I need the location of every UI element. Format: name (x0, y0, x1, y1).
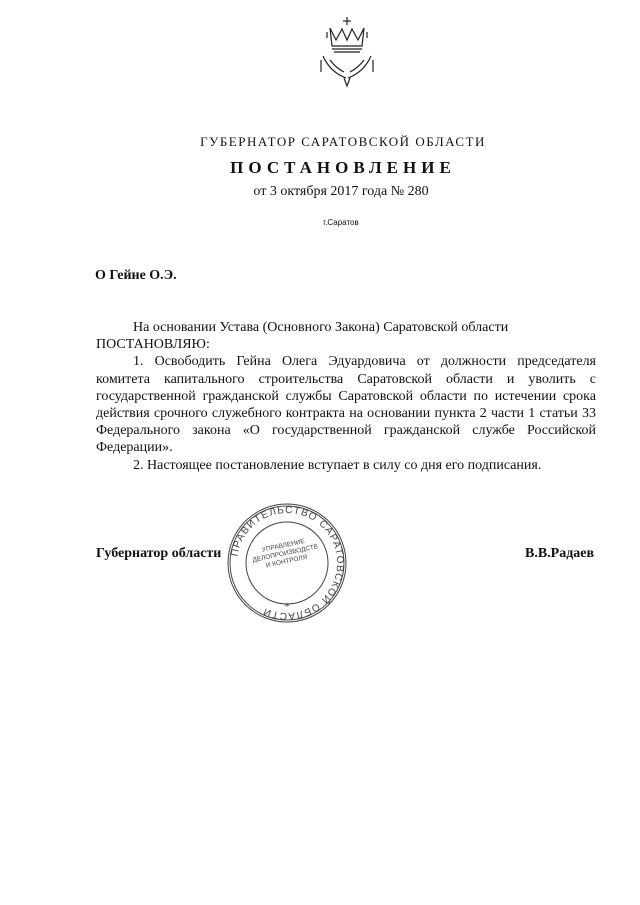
document-subject: О Гейне О.Э. (95, 268, 177, 283)
body-item-2: 2. Настоящее постановление вступает в силу со дня его подписания. (133, 457, 542, 473)
body-item-1: 1. Освободить Гейна Олега Эдуардовича от должности председателя комитета капитального строительства Саратовской области и уволить с государственной гражданской службы Саратовской области по истечении срока действия срочного служебного контракта на основании пункта 2 части 1 статьи 33 Федерального закона «О государственной гражданской службе Российской Федерации». (96, 354, 596, 456)
stamp-outer-text: ПРАВИТЕЛЬСТВО САРАТОВСКОЙ ОБЛАСТИ (229, 504, 346, 622)
document-city: г.Саратов (323, 218, 359, 227)
document-type: ПОСТАНОВЛЕНИЕ (230, 158, 456, 177)
crown-emblem-icon (318, 16, 376, 88)
stamp-inner-text: УПРАВЛЕНИЕ ДЕЛОПРОИЗВОДСТВА И КОНТРОЛЯ (252, 537, 323, 570)
body-decree-word: ПОСТАНОВЛЯЮ: (96, 337, 210, 353)
document-body (96, 319, 596, 474)
signature-title: Губернатор области (96, 546, 222, 561)
document-date-number: от 3 октября 2017 года № 280 (253, 184, 429, 199)
authority-title: ГУБЕРНАТОР САРАТОВСКОЙ ОБЛАСТИ (200, 134, 486, 149)
signature-name: В.В.Радаев (525, 546, 595, 561)
official-stamp-icon (226, 502, 348, 624)
svg-text:*: * (284, 602, 290, 613)
body-intro: На основании Устава (Основного Закона) Саратовской области (133, 320, 509, 335)
